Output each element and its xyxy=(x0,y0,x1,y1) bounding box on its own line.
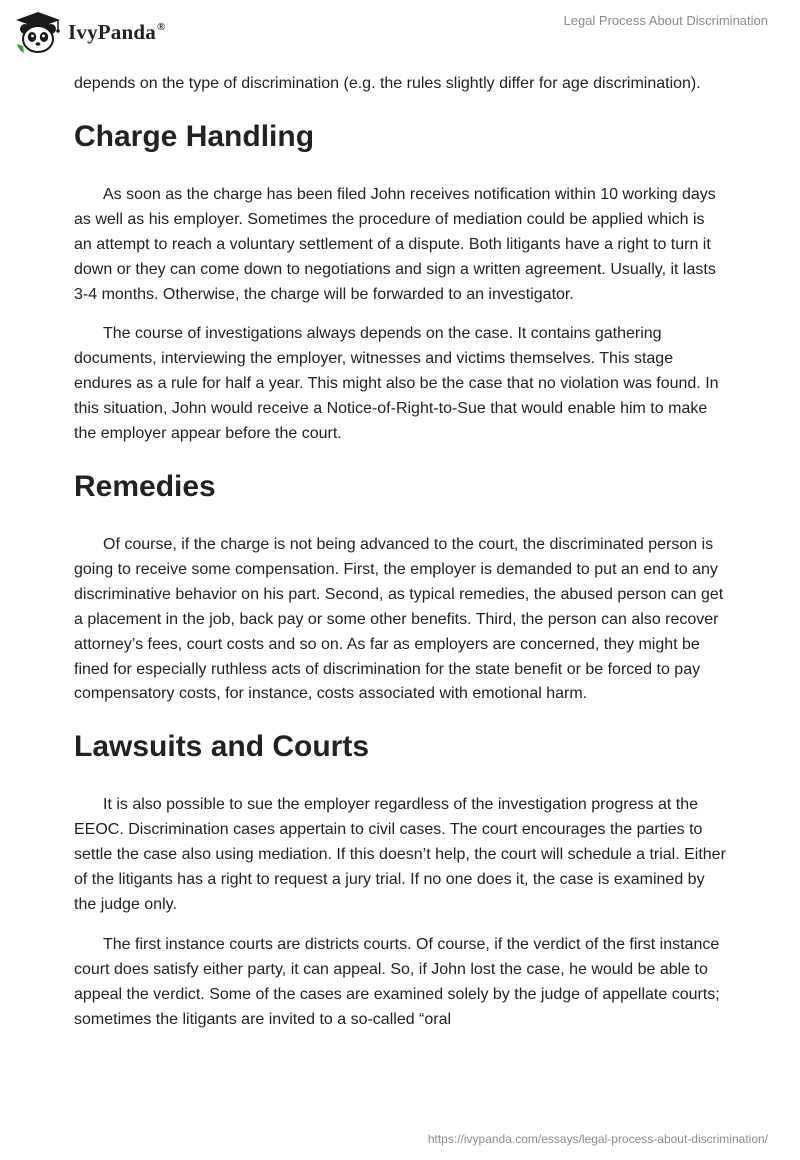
source-url-link[interactable]: https://ivypanda.com/essays/legal-process-about-discrimination/ xyxy=(427,1132,768,1146)
section-heading: Charge Handling xyxy=(74,119,315,153)
essay-content xyxy=(74,72,726,1047)
paragraph: The course of investigations always depends on the case. It contains gathering documents, interviewing the employer, witnesses and victims themselves. This stage endures as a rule for half a year. This might also be the case that no violation was found. In this situation, John would receive a Notice-of-Right-to-Sue that would enable him to make the employer appear before the court. xyxy=(74,325,719,443)
paragraph: Of course, if the charge is not being advanced to the court, the discriminated person is going to receive some compensation. First, the employer is demanded to put an end to any discriminative behavior on his part. Second, as typical remedies, the abused person can get a placement in the job, back pay or some other benefits. Third, the person can also recover attorney’s fees, court costs and so on. As far as employers are concerned, they might be fined for especially ruthless acts of discrimination for the state benefit or be forced to pay compensatory costs, for instance, costs associated with emotional harm. xyxy=(74,535,724,703)
paragraph: As soon as the charge has been filed John receives notification within 10 working days as well as his employer. Sometimes the procedure of mediation could be applied which is an attempt to reach a voluntary settlement of a dispute. Both litigants have a right to turn it down or they can come down to negotiations and sign a written agreement. Usually, it lasts 3-4 months. Otherwise, the charge will be forwarded to an investigator. xyxy=(74,185,716,303)
document-title: Legal Process About Discrimination xyxy=(563,13,768,28)
paragraph: The first instance courts are districts courts. Of course, if the verdict of the first instance court does satisfy either party, it can appeal. So, if John lost the case, he would be able to appeal the verdict. Some of the cases are examined solely by the judge of appellate courts; sometimes the litigants are invited to a so-called “oral xyxy=(74,935,720,1028)
panda-graduate-icon xyxy=(14,10,62,54)
brand-logo[interactable] xyxy=(14,10,165,54)
paragraph: It is also possible to sue the employer regardless of the investigation progress at the EEOC. Discrimination cases appertain to civil cases. The court encourages the parties to settle the case also using mediation. If this doesn’t help, the court will schedule a trial. Either of the litigants has a right to request a jury trial. If no one does it, the case is examined by the judge only. xyxy=(74,796,726,913)
section-heading: Remedies xyxy=(74,469,216,503)
section-heading: Lawsuits and Courts xyxy=(74,730,370,764)
paragraph: depends on the type of discrimination (e.g. the rules slightly differ for age discrimination). xyxy=(74,75,701,92)
brand-name: IvyPanda® xyxy=(68,19,166,44)
